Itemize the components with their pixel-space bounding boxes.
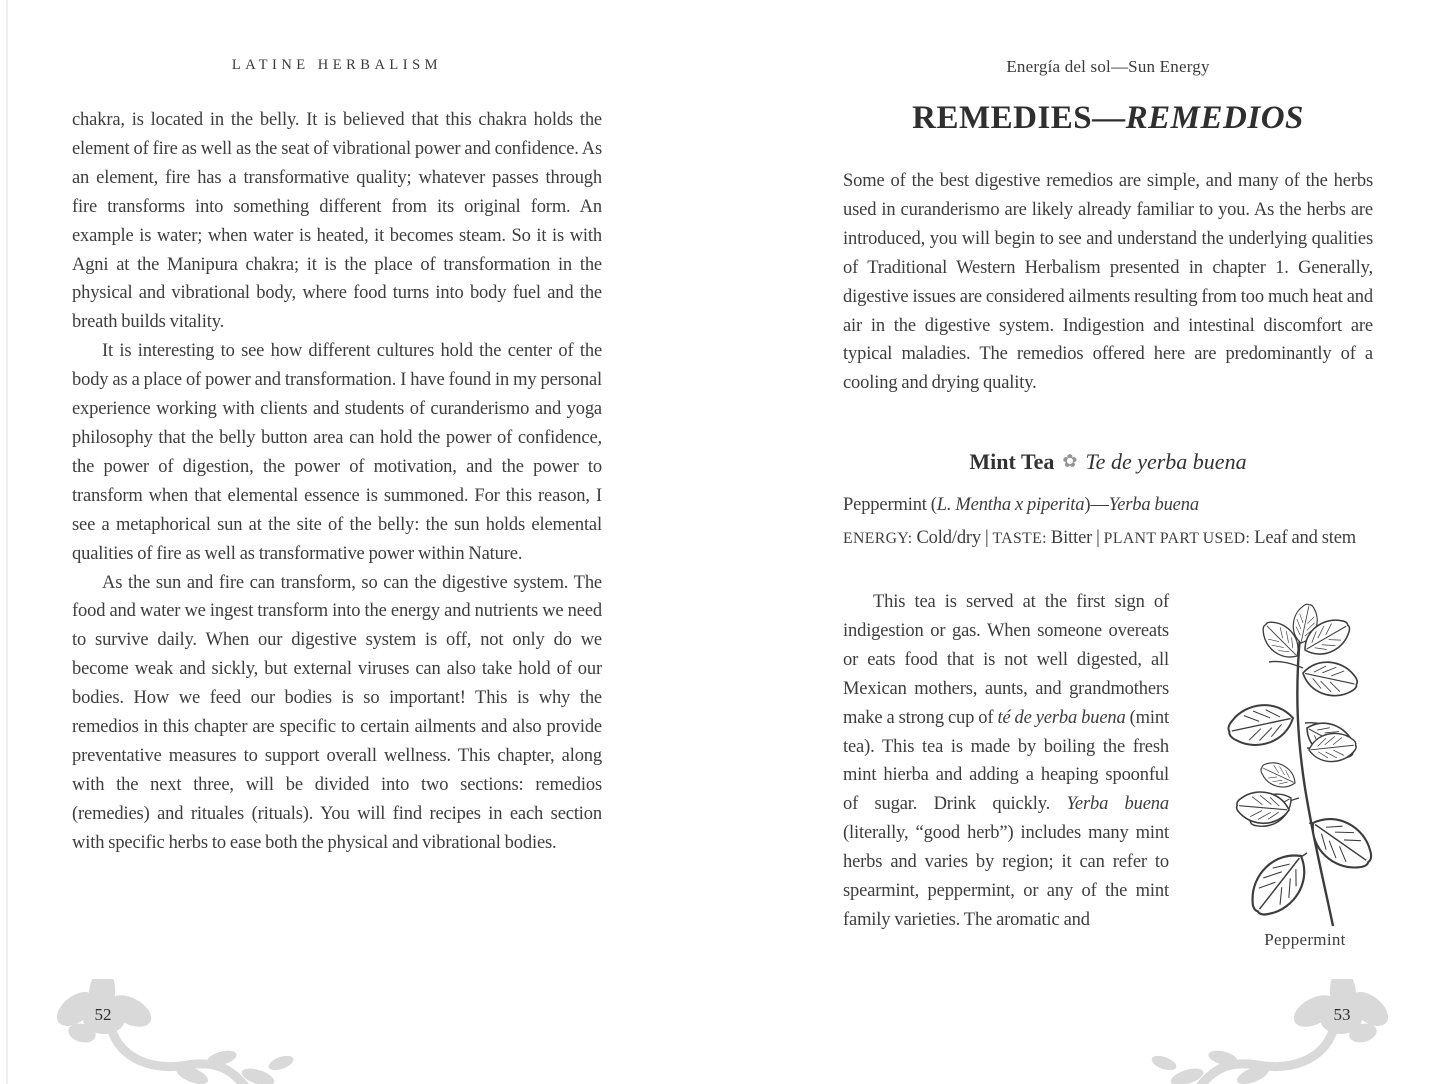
- corner-ornament-right: [1093, 979, 1393, 1084]
- remedy-subtitle: Te de yerba buena: [1085, 449, 1247, 474]
- page-number: 52: [94, 1005, 112, 1024]
- peppermint-line-art-icon: [1181, 598, 1429, 928]
- illustration-caption: Peppermint: [1264, 930, 1346, 949]
- attributes-line: ENERGY: Cold/dry | TASTE: Bitter | PLANT PART USED: Leaf and stem: [843, 528, 1357, 548]
- page-number: 53: [1333, 1005, 1351, 1024]
- body-paragraph: chakra, is located in the belly. It is believed that this chakra holds the element of fire as well as the seat of vibrational power and confidence. As an element, fire has a transformative quality; whatever passes through fire transforms into something different from its original form. An example is water; when water is heated, it becomes steam. So it is with Agni at the Manipura chakra; it is the place of transformation in the physical and vibrational body, where food turns into body fuel and the breath builds vitality.: [72, 110, 602, 333]
- intro-paragraph: Some of the best digestive remedios are simple, and many of the herbs used in curanderismo are likely already familiar to you. As the herbs are introduced, you will begin to see and understand the underlying qualities of Traditional Western Herbalism presented in chapter 1. Generally, digestive issues are considered ailments resulting from too much heat and air in the digestive system. Indigestion and intestinal discomfort are typical maladies. The remedios offered here are predominantly of a cooling and drying quality.: [843, 171, 1373, 394]
- running-head-right: Energía del sol—Sun Energy: [1006, 57, 1210, 76]
- remedy-body-paragraph: This tea is served at the first sign of indigestion or gas. When someone overeats or eats food that is not well digested, all Mexican mothers, aunts, and grandmothers make a strong cup of té de yerba buena (mint tea). This tea is made by boiling the fresh mint hierba and adding a heaping spoonful of sugar. Drink quickly. Yerba buena (literally, “good herb”) includes many mint herbs and varies by region; it can refer to spearmint, peppermint, or any of the mint family varieties. The aromatic and: [843, 592, 1170, 930]
- remedy-heading: [843, 449, 1373, 475]
- body-paragraph: It is interesting to see how different cultures hold the center of the body as a place of power and transformation. I have found in my personal experience working with clients and students of curanderismo and yoga philosophy that the belly button area can hold the power of confidence, the power of digestion, the power of motivation, and the power to transform when that elemental essence is summoned. For this reason, I see a metaphorical sun at the site of the belly: the sun holds elemental qualities of fire as well as transformative power within Nature.: [72, 341, 602, 564]
- floral-ornament-icon: [1093, 979, 1393, 1084]
- section-title-italic: REMEDIOS: [1125, 100, 1304, 136]
- page-left: [72, 0, 602, 1084]
- page-edge-line: [6, 0, 8, 1084]
- page-right: [843, 0, 1373, 1084]
- remedy-name: Mint Tea: [969, 449, 1055, 474]
- section-title-roman: REMEDIES—: [912, 100, 1126, 136]
- peppermint-illustration: [1181, 598, 1429, 950]
- left-body-column: [72, 106, 602, 858]
- florette-icon: ✿: [1062, 451, 1078, 472]
- floral-ornament-icon: [52, 979, 352, 1084]
- corner-ornament-left: [52, 979, 352, 1084]
- running-head-left: LATINE HERBALISM: [231, 57, 443, 73]
- body-paragraph: As the sun and fire can transform, so can the digestive system. The food and water we ingest transform into the energy and nutrients we need to survive daily. When our digestive system is off, not only do we become weak and sickly, but external viruses can also take hold of our bodies. How we feed our bodies is so important! This is why the remedios in this chapter are specific to certain ailments and also provide preventative measures to support overall wellness. This chapter, along with the next three, will be divided into two sections: remedios (remedies) and rituales (rituals). You will find recipes in each section with specific herbs to ease both the physical and vibrational bodies.: [72, 572, 602, 853]
- botanical-name-line: Peppermint (L. Mentha x piperita)—Yerba buena: [843, 495, 1199, 515]
- section-title: [843, 100, 1373, 137]
